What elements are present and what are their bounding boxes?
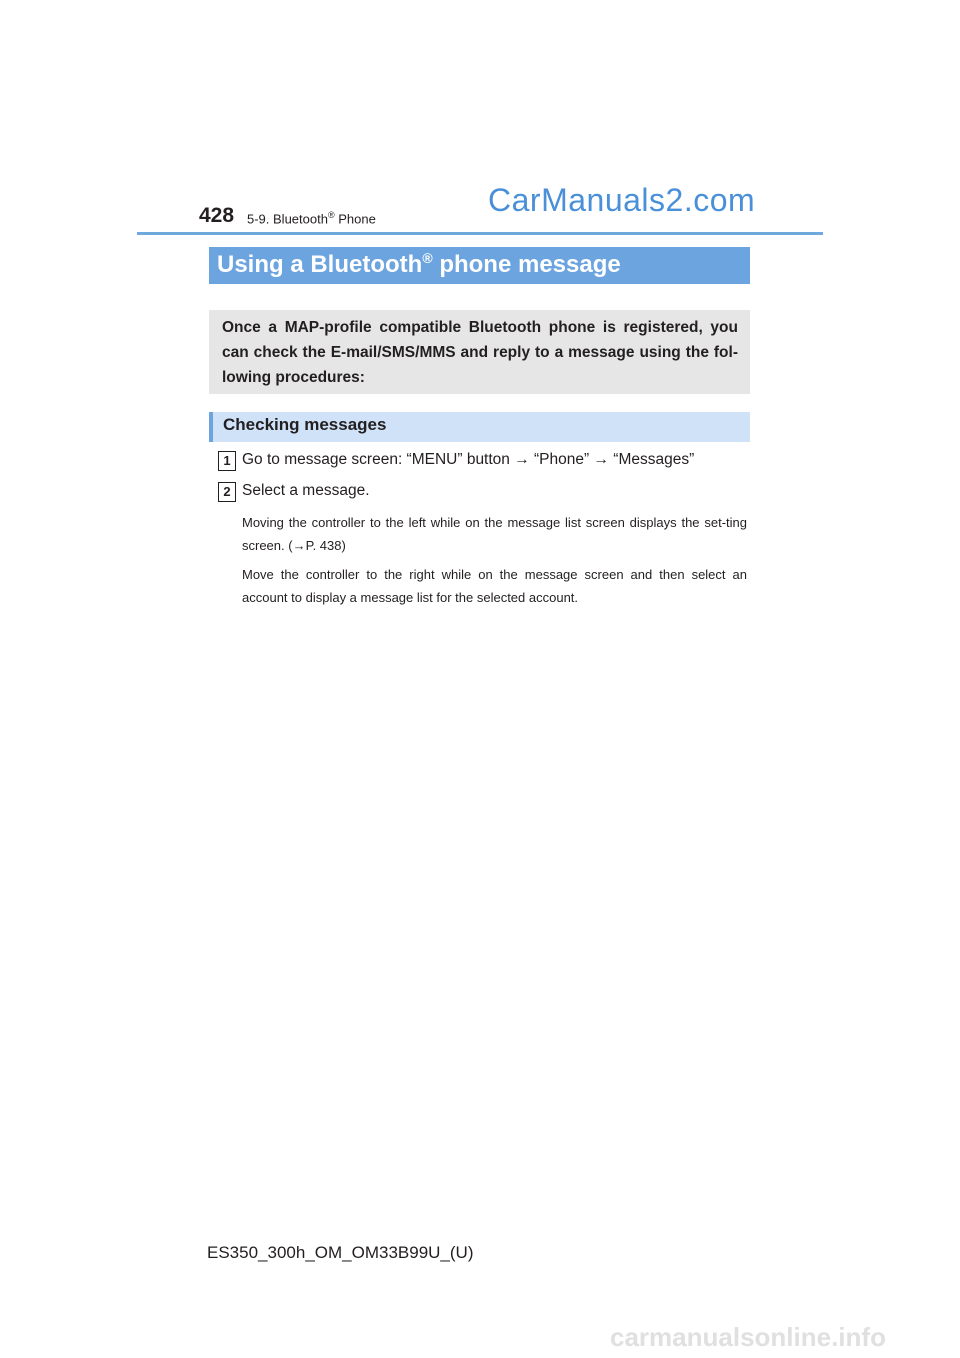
step-text-1: Go to message screen: “MENU” button → “Phone” → “Messages” bbox=[242, 451, 695, 468]
title-suffix: phone message bbox=[432, 251, 621, 278]
step-number-2: 2 bbox=[218, 482, 236, 502]
section-label bbox=[247, 210, 376, 226]
intro-paragraph: Once a MAP-profile compatible Bluetooth phone is registered, you can check the E-mail/SMS/MMS and reply to a message using the fol-lowing procedures: bbox=[209, 310, 750, 394]
page-number: 428 bbox=[199, 204, 235, 227]
subsection-heading: Checking messages bbox=[209, 412, 750, 442]
footer-model-code: ES350_300h_OM_OM33B99U_(U) bbox=[207, 1243, 474, 1262]
watermark-logo-top: CarManuals2.com bbox=[488, 182, 756, 218]
watermark-logo-bottom: carmanualsonline.info bbox=[610, 1322, 886, 1352]
note-2: Move the controller to the right while on the message screen and then select an account to display a message list for the selected account. bbox=[242, 567, 747, 605]
step-text-2: Select a message. bbox=[242, 482, 370, 499]
section-suffix: Phone bbox=[334, 211, 376, 227]
title-registered-mark: ® bbox=[422, 250, 433, 266]
title-prefix: Using a Bluetooth bbox=[217, 251, 423, 278]
section-prefix: 5-9. Bluetooth bbox=[247, 211, 328, 227]
page-title bbox=[209, 247, 750, 284]
step-number-1: 1 bbox=[218, 451, 236, 471]
registered-mark: ® bbox=[327, 210, 335, 220]
note-1: Moving the controller to the left while on the message list screen displays the set-ting screen. (→P. 438) bbox=[242, 515, 747, 553]
header-divider bbox=[137, 232, 823, 235]
